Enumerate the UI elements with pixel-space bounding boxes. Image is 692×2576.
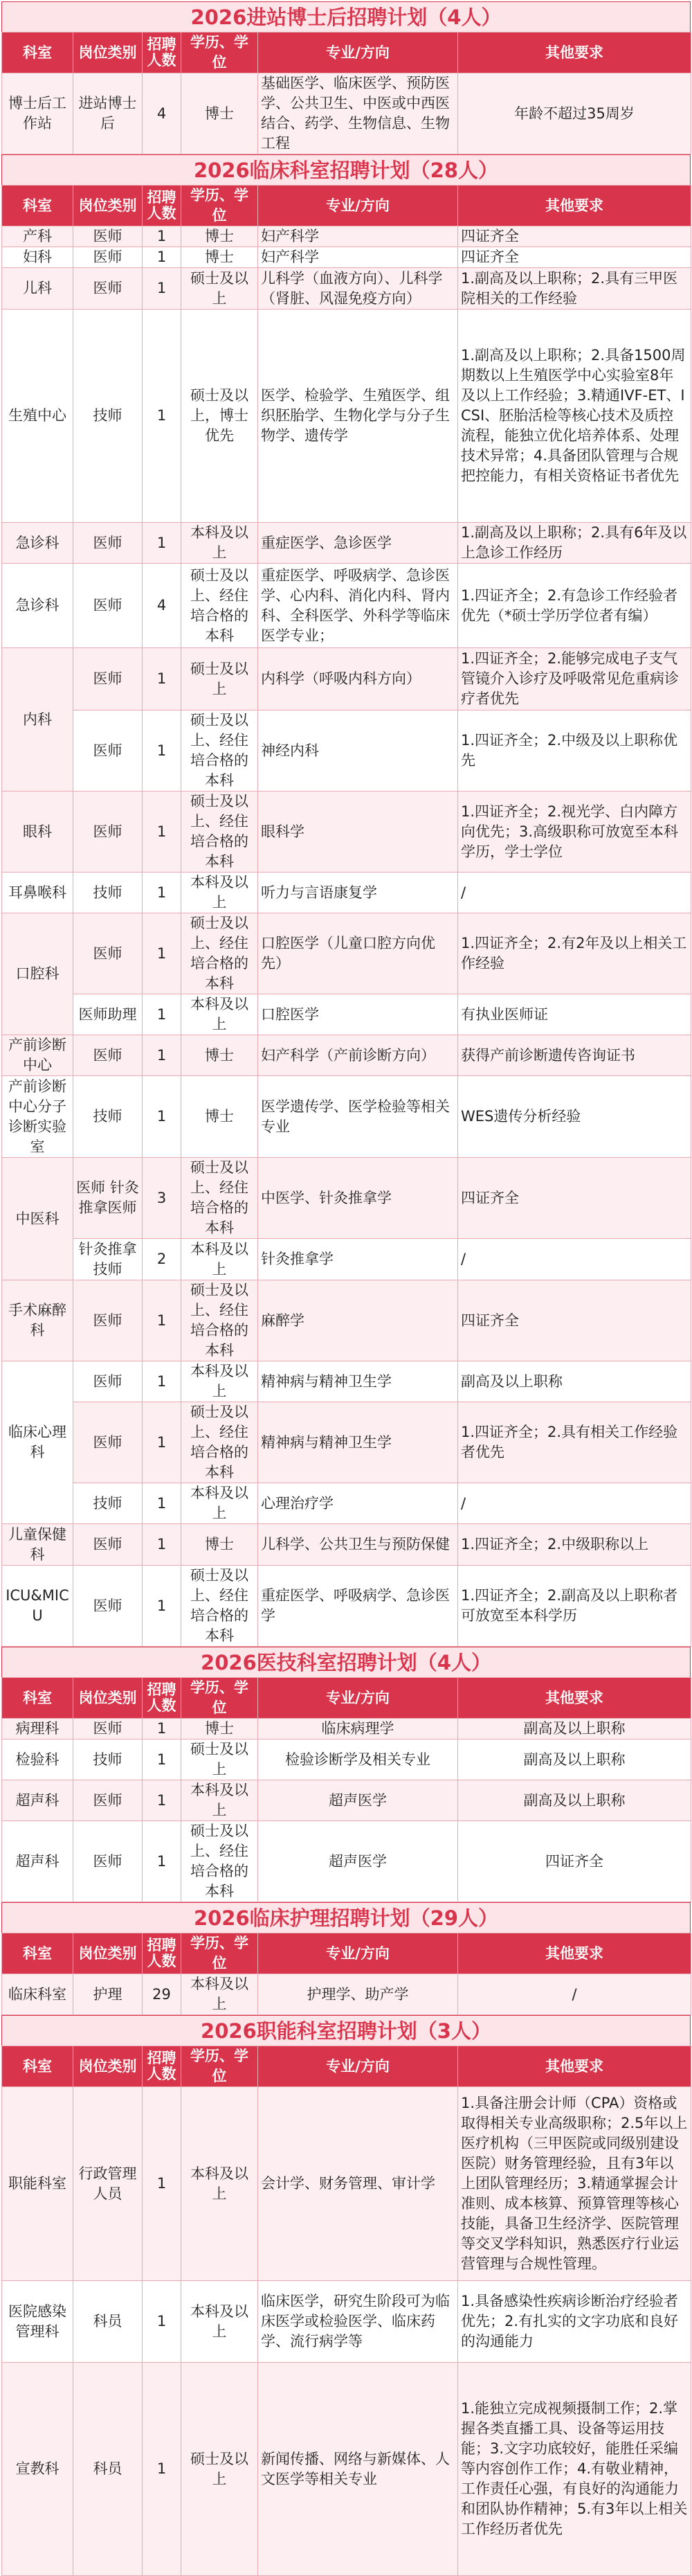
table-cell: 急诊科 bbox=[2, 523, 73, 564]
table-cell: 1 bbox=[143, 1076, 181, 1158]
table-row bbox=[2, 791, 691, 873]
recruitment-table bbox=[1, 32, 691, 154]
table-cell: 1 bbox=[143, 648, 181, 710]
table-cell: 获得产前诊断遗传咨询证书 bbox=[458, 1035, 691, 1076]
table-cell: 博士 bbox=[181, 1719, 258, 1739]
column-header: 其他要求 bbox=[458, 33, 691, 73]
table-cell: 本科及以上 bbox=[181, 1483, 258, 1524]
column-header: 招聘人数 bbox=[143, 186, 181, 226]
table-cell: 1.具备感染性疾病诊断治疗经验者优先；2.有扎实的文字功底和良好的沟通能力 bbox=[458, 2281, 691, 2363]
table-row bbox=[2, 1566, 691, 1647]
section-title: 2026进站博士后招聘计划（4人） bbox=[1, 1, 691, 32]
table-cell: 本科及以上 bbox=[181, 1780, 258, 1821]
table-cell: 1 bbox=[143, 1739, 181, 1780]
table-cell: 1.副高及以上职称；2.具有6年及以上急诊工作经历 bbox=[458, 523, 691, 564]
table-cell: 针灸推拿学 bbox=[258, 1239, 458, 1280]
table-row bbox=[2, 648, 691, 710]
table-cell: ICU&MICU bbox=[2, 1566, 73, 1647]
column-header: 科室 bbox=[2, 33, 73, 73]
column-header: 其他要求 bbox=[458, 2046, 691, 2087]
table-row bbox=[2, 1158, 691, 1239]
table-cell: 1.四证齐全；2.有急诊工作经验者优先（*硕士学历学位者有编） bbox=[458, 564, 691, 648]
table-cell: 精神病与精神卫生学 bbox=[258, 1361, 458, 1402]
section-title: 2026职能科室招聘计划（3人） bbox=[1, 2015, 691, 2046]
table-cell: 1.四证齐全；2.能够完成电子支气管镜介入诊疗及呼吸常见危重病诊疗者优先 bbox=[458, 648, 691, 710]
section-title: 2026临床护理招聘计划（29人） bbox=[1, 1902, 691, 1933]
table-cell: 口腔科 bbox=[2, 913, 73, 1035]
table-cell: 硕士及以上、经住培合格的本科 bbox=[181, 913, 258, 994]
table-cell: 1.具备注册会计师（CPA）资格或取得相关专业高级职称；2.5年以上医疗机构（三甲医院或同级别建设医院）财务管理经验，且有3年以上团队管理经历；3.精通掌握会计准则、成本核算、预算管理等核心技能，具备卫生经济学、医院管理等交叉学科知识，熟悉医疗行业运营管理与合规性管理。 bbox=[458, 2087, 691, 2281]
table-cell: / bbox=[458, 1483, 691, 1524]
table-cell: 口腔医学（儿童口腔方向优先） bbox=[258, 913, 458, 994]
table-cell: 博士 bbox=[181, 1076, 258, 1158]
table-cell: 博士 bbox=[181, 73, 258, 154]
table-row bbox=[2, 247, 691, 268]
table-cell: 职能科室 bbox=[2, 2087, 73, 2281]
recruitment-table bbox=[1, 185, 691, 1647]
table-cell: 博士 bbox=[181, 1524, 258, 1566]
column-header: 其他要求 bbox=[458, 1678, 691, 1719]
table-cell: 1.四证齐全；2.具有相关工作经验者优先 bbox=[458, 1402, 691, 1483]
table-cell: 医师 bbox=[73, 791, 143, 873]
table-cell: 医院感染管理科 bbox=[2, 2281, 73, 2363]
table-cell: 本科及以上 bbox=[181, 2087, 258, 2281]
table-cell: 技师 bbox=[73, 873, 143, 913]
table-cell: 技师 bbox=[73, 1076, 143, 1158]
table-cell: 1 bbox=[143, 1524, 181, 1566]
table-row bbox=[2, 523, 691, 564]
table-cell: 本科及以上 bbox=[181, 2281, 258, 2363]
table-cell: 本科及以上 bbox=[181, 994, 258, 1035]
table-cell: 护理 bbox=[73, 1974, 143, 2015]
table-cell: 1 bbox=[143, 2087, 181, 2281]
table-cell: 医师 bbox=[73, 1821, 143, 1902]
table-cell: 医师 bbox=[73, 1780, 143, 1821]
table-cell: 2 bbox=[143, 1239, 181, 1280]
table-cell: 1 bbox=[143, 1566, 181, 1647]
table-cell: 技师 bbox=[73, 1739, 143, 1780]
table-cell: 超声科 bbox=[2, 1780, 73, 1821]
table-cell: 本科及以上 bbox=[181, 1974, 258, 2015]
table-cell: 科员 bbox=[73, 2281, 143, 2363]
table-cell: 妇产科学 bbox=[258, 226, 458, 247]
table-cell: 硕士及以上、经住培合格的本科 bbox=[181, 791, 258, 873]
column-header: 科室 bbox=[2, 186, 73, 226]
table-row bbox=[2, 564, 691, 648]
table-cell: 1 bbox=[143, 873, 181, 913]
column-header: 其他要求 bbox=[458, 186, 691, 226]
table-row bbox=[2, 1780, 691, 1821]
table-cell: 副高及以上职称 bbox=[458, 1361, 691, 1402]
table-cell: 医师 bbox=[73, 226, 143, 247]
table-cell: 眼科学 bbox=[258, 791, 458, 873]
table-cell: 中医科 bbox=[2, 1158, 73, 1280]
table-row bbox=[2, 1402, 691, 1483]
column-header: 岗位类别 bbox=[73, 2046, 143, 2087]
table-row bbox=[2, 1035, 691, 1076]
table-cell: 4 bbox=[143, 564, 181, 648]
table-cell: 硕士及以上、经住培合格的本科 bbox=[181, 1158, 258, 1239]
table-cell: 1 bbox=[143, 913, 181, 994]
table-cell: 医师 针灸推拿医师 bbox=[73, 1158, 143, 1239]
column-header: 专业/方向 bbox=[258, 33, 458, 73]
table-cell: 硕士及以上 bbox=[181, 1739, 258, 1780]
column-header: 招聘人数 bbox=[143, 33, 181, 73]
table-row bbox=[2, 873, 691, 913]
column-header: 招聘人数 bbox=[143, 1678, 181, 1719]
table-row bbox=[2, 1483, 691, 1524]
table-cell: 医师 bbox=[73, 268, 143, 310]
table-cell: 医师 bbox=[73, 1280, 143, 1361]
column-header: 学历、学位 bbox=[181, 186, 258, 226]
table-row bbox=[2, 913, 691, 994]
table-cell: 医师 bbox=[73, 648, 143, 710]
table-cell: 技师 bbox=[73, 310, 143, 523]
recruitment-section bbox=[1, 2015, 691, 2576]
section-title: 2026医技科室招聘计划（4人） bbox=[1, 1647, 691, 1677]
table-cell: 1.四证齐全；2.中级及以上职称优先 bbox=[458, 710, 691, 791]
table-cell: 副高及以上职称 bbox=[458, 1739, 691, 1780]
table-row bbox=[2, 226, 691, 247]
table-row bbox=[2, 1239, 691, 1280]
table-cell: 副高及以上职称 bbox=[458, 1719, 691, 1739]
table-cell: 心理治疗学 bbox=[258, 1483, 458, 1524]
table-cell: 儿科学、公共卫生与预防保健 bbox=[258, 1524, 458, 1566]
table-cell: 麻醉学 bbox=[258, 1280, 458, 1361]
table-cell: 四证齐全 bbox=[458, 247, 691, 268]
table-cell: 医师 bbox=[73, 913, 143, 994]
table-row bbox=[2, 1974, 691, 2015]
table-row bbox=[2, 268, 691, 310]
column-header: 学历、学位 bbox=[181, 1933, 258, 1974]
recruitment-table bbox=[1, 1933, 691, 2015]
table-cell: 神经内科 bbox=[258, 710, 458, 791]
table-cell: 重症医学、呼吸病学、急诊医学、心内科、消化内科、肾内科、全科医学、外科学等临床医学专业； bbox=[258, 564, 458, 648]
table-cell: 儿科学（血液方向）、儿科学（肾脏、风湿免疫方向） bbox=[258, 268, 458, 310]
table-cell: 超声医学 bbox=[258, 1821, 458, 1902]
table-cell: 硕士及以上 bbox=[181, 2363, 258, 2576]
table-cell: 耳鼻喉科 bbox=[2, 873, 73, 913]
table-cell: 医学遗传学、医学检验等相关专业 bbox=[258, 1076, 458, 1158]
recruitment-section bbox=[1, 1, 691, 154]
table-row bbox=[2, 1719, 691, 1739]
table-row bbox=[2, 2087, 691, 2281]
table-cell: 儿科 bbox=[2, 268, 73, 310]
table-cell: 医师 bbox=[73, 247, 143, 268]
table-cell: 年龄不超过35周岁 bbox=[458, 73, 691, 154]
table-cell: 超声科 bbox=[2, 1821, 73, 1902]
table-cell: 眼科 bbox=[2, 791, 73, 873]
recruitment-section bbox=[1, 1647, 691, 1902]
table-cell: 本科及以上 bbox=[181, 873, 258, 913]
table-cell: 医师 bbox=[73, 523, 143, 564]
recruitment-section bbox=[1, 1902, 691, 2015]
table-cell: 副高及以上职称 bbox=[458, 1780, 691, 1821]
table-row bbox=[2, 994, 691, 1035]
table-cell: 医师 bbox=[73, 1719, 143, 1739]
table-cell: 1 bbox=[143, 310, 181, 523]
table-cell: 四证齐全 bbox=[458, 1821, 691, 1902]
table-cell: 1 bbox=[143, 994, 181, 1035]
table-cell: 临床医学，研究生阶段可为临床医学或检验医学、临床药学、流行病学等 bbox=[258, 2281, 458, 2363]
table-cell: 1 bbox=[143, 523, 181, 564]
table-cell: 内科 bbox=[2, 648, 73, 791]
table-cell: 针灸推拿技师 bbox=[73, 1239, 143, 1280]
table-cell: 医师助理 bbox=[73, 994, 143, 1035]
table-cell: 妇产科学 bbox=[258, 247, 458, 268]
table-cell: 超声医学 bbox=[258, 1780, 458, 1821]
table-cell: / bbox=[458, 873, 691, 913]
table-cell: / bbox=[458, 1239, 691, 1280]
table-cell: 临床科室 bbox=[2, 1974, 73, 2015]
table-cell: 检验科 bbox=[2, 1739, 73, 1780]
table-cell: 1 bbox=[143, 1361, 181, 1402]
column-header: 岗位类别 bbox=[73, 33, 143, 73]
table-cell: 检验诊断学及相关专业 bbox=[258, 1739, 458, 1780]
table-cell: 护理学、助产学 bbox=[258, 1974, 458, 2015]
table-row bbox=[2, 710, 691, 791]
table-cell: 硕士及以上、经住培合格的本科 bbox=[181, 1821, 258, 1902]
table-cell: 医师 bbox=[73, 1402, 143, 1483]
table-row bbox=[2, 1361, 691, 1402]
table-cell: 1 bbox=[143, 226, 181, 247]
table-cell: 1.四证齐全；2.中级职称以上 bbox=[458, 1524, 691, 1566]
recruitment-section bbox=[1, 154, 691, 1647]
table-cell: 1.能独立完成视频摄制工作；2.掌握各类直播工具、设备等运用技能；3.文字功底较好，能胜任采编等内容创作工作；4.有敬业精神，工作责任心强，有良好的沟通能力和团队协作精神；5.有3年以上相关工作经历者优先 bbox=[458, 2363, 691, 2576]
column-header: 学历、学位 bbox=[181, 1678, 258, 1719]
column-header: 招聘人数 bbox=[143, 1933, 181, 1974]
table-row bbox=[2, 310, 691, 523]
table-cell: 1 bbox=[143, 1035, 181, 1076]
table-cell: 基础医学、临床医学、预防医学、公共卫生、中医或中西医结合、药学、生物信息、生物工程 bbox=[258, 73, 458, 154]
table-cell: 生殖中心 bbox=[2, 310, 73, 523]
table-cell: 29 bbox=[143, 1974, 181, 2015]
table-cell: 医师 bbox=[73, 1035, 143, 1076]
table-cell: 1 bbox=[143, 1719, 181, 1739]
table-cell: 1 bbox=[143, 268, 181, 310]
table-cell: 病理科 bbox=[2, 1719, 73, 1739]
table-cell: 1 bbox=[143, 2281, 181, 2363]
table-cell: 本科及以上 bbox=[181, 1361, 258, 1402]
table-cell: 产科 bbox=[2, 226, 73, 247]
table-cell: 硕士及以上、经住培合格的本科 bbox=[181, 710, 258, 791]
table-cell: 硕士及以上、经住培合格的本科 bbox=[181, 1566, 258, 1647]
table-cell: 妇产科学（产前诊断方向） bbox=[258, 1035, 458, 1076]
table-cell: 行政管理人员 bbox=[73, 2087, 143, 2281]
table-row bbox=[2, 2281, 691, 2363]
column-header: 招聘人数 bbox=[143, 2046, 181, 2087]
table-cell: 硕士及以上、经住培合格的本科 bbox=[181, 1402, 258, 1483]
column-header: 学历、学位 bbox=[181, 2046, 258, 2087]
table-cell: 临床病理学 bbox=[258, 1719, 458, 1739]
table-cell: 硕士及以上，博士优先 bbox=[181, 310, 258, 523]
table-cell: 产前诊断中心 bbox=[2, 1035, 73, 1076]
table-cell: 1.四证齐全；2.视光学、白内障方向优先；3.高级职称可放宽至本科学历，学士学位 bbox=[458, 791, 691, 873]
table-row bbox=[2, 1524, 691, 1566]
column-header: 其他要求 bbox=[458, 1933, 691, 1974]
table-cell: 医师 bbox=[73, 1566, 143, 1647]
column-header: 科室 bbox=[2, 2046, 73, 2087]
table-cell: 进站博士后 bbox=[73, 73, 143, 154]
table-cell: 急诊科 bbox=[2, 564, 73, 648]
table-cell: 科员 bbox=[73, 2363, 143, 2576]
table-cell: 硕士及以上 bbox=[181, 268, 258, 310]
table-cell: 博士 bbox=[181, 247, 258, 268]
table-cell: 口腔医学 bbox=[258, 994, 458, 1035]
column-header: 岗位类别 bbox=[73, 186, 143, 226]
table-row bbox=[2, 1821, 691, 1902]
table-cell: 博士后工作站 bbox=[2, 73, 73, 154]
table-cell: 博士 bbox=[181, 226, 258, 247]
table-cell: 1 bbox=[143, 2363, 181, 2576]
table-cell: 内科学（呼吸内科方向） bbox=[258, 648, 458, 710]
table-row bbox=[2, 2363, 691, 2576]
table-cell: 妇科 bbox=[2, 247, 73, 268]
table-cell: 1.副高及以上职称；2.具备1500周期数以上生殖医学中心实验室8年及以上工作经验；3.精通IVF-ET、ICSI、胚胎活检等核心技术及质控流程，能独立优化培养体系、处理技术异常；4.具备团队管理与合规把控能力，有相关资格证书者优先 bbox=[458, 310, 691, 523]
table-cell: 四证齐全 bbox=[458, 1158, 691, 1239]
table-cell: 1 bbox=[143, 791, 181, 873]
table-cell: 产前诊断中心分子诊断实验室 bbox=[2, 1076, 73, 1158]
table-cell: 1 bbox=[143, 1483, 181, 1524]
table-cell: 四证齐全 bbox=[458, 1280, 691, 1361]
column-header: 科室 bbox=[2, 1678, 73, 1719]
table-cell: 手术麻醉科 bbox=[2, 1280, 73, 1361]
table-cell: 硕士及以上 bbox=[181, 648, 258, 710]
column-header: 科室 bbox=[2, 1933, 73, 1974]
table-cell: 1.副高及以上职称；2.具有三甲医院相关的工作经验 bbox=[458, 268, 691, 310]
table-cell: 1 bbox=[143, 1280, 181, 1361]
table-cell: / bbox=[458, 1974, 691, 2015]
table-row bbox=[2, 1076, 691, 1158]
table-cell: 1 bbox=[143, 247, 181, 268]
table-cell: 医师 bbox=[73, 1361, 143, 1402]
table-cell: 重症医学、呼吸病学、急诊医学 bbox=[258, 1566, 458, 1647]
table-cell: 1 bbox=[143, 1821, 181, 1902]
table-cell: 技师 bbox=[73, 1483, 143, 1524]
table-cell: 4 bbox=[143, 73, 181, 154]
table-cell: 1 bbox=[143, 710, 181, 791]
recruitment-table bbox=[1, 2046, 691, 2576]
table-cell: 医学、检验学、生殖医学、组织胚胎学、生物化学与分子生物学、遗传学 bbox=[258, 310, 458, 523]
column-header: 岗位类别 bbox=[73, 1933, 143, 1974]
column-header: 岗位类别 bbox=[73, 1678, 143, 1719]
table-cell: 儿童保健科 bbox=[2, 1524, 73, 1566]
table-cell: 医师 bbox=[73, 710, 143, 791]
table-cell: 医师 bbox=[73, 1524, 143, 1566]
table-cell: 1.四证齐全；2.副高及以上职称者可放宽至本科学历 bbox=[458, 1566, 691, 1647]
table-row bbox=[2, 1739, 691, 1780]
table-cell: 博士 bbox=[181, 1035, 258, 1076]
table-cell: 硕士及以上、经住培合格的本科 bbox=[181, 1280, 258, 1361]
table-row bbox=[2, 1280, 691, 1361]
column-header: 专业/方向 bbox=[258, 1678, 458, 1719]
column-header: 学历、学位 bbox=[181, 33, 258, 73]
table-cell: 1 bbox=[143, 1402, 181, 1483]
table-cell: 本科及以上 bbox=[181, 523, 258, 564]
table-cell: 重症医学、急诊医学 bbox=[258, 523, 458, 564]
column-header: 专业/方向 bbox=[258, 186, 458, 226]
recruitment-table bbox=[1, 1677, 691, 1902]
column-header: 专业/方向 bbox=[258, 2046, 458, 2087]
table-cell: 1 bbox=[143, 1780, 181, 1821]
table-row bbox=[2, 73, 691, 154]
table-cell: WES遗传分析经验 bbox=[458, 1076, 691, 1158]
table-cell: 听力与言语康复学 bbox=[258, 873, 458, 913]
table-cell: 本科及以上 bbox=[181, 1239, 258, 1280]
table-cell: 新闻传播、网络与新媒体、人文医学等相关专业 bbox=[258, 2363, 458, 2576]
table-cell: 精神病与精神卫生学 bbox=[258, 1402, 458, 1483]
table-cell: 硕士及以上、经住培合格的本科 bbox=[181, 564, 258, 648]
table-cell: 医师 bbox=[73, 564, 143, 648]
table-cell: 有执业医师证 bbox=[458, 994, 691, 1035]
table-cell: 会计学、财务管理、审计学 bbox=[258, 2087, 458, 2281]
column-header: 专业/方向 bbox=[258, 1933, 458, 1974]
table-cell: 1.四证齐全；2.有2年及以上相关工作经验 bbox=[458, 913, 691, 994]
table-cell: 四证齐全 bbox=[458, 226, 691, 247]
table-cell: 临床心理科 bbox=[2, 1361, 73, 1524]
section-title: 2026临床科室招聘计划（28人） bbox=[1, 154, 691, 185]
table-cell: 中医学、针灸推拿学 bbox=[258, 1158, 458, 1239]
table-cell: 宣教科 bbox=[2, 2363, 73, 2576]
table-cell: 3 bbox=[143, 1158, 181, 1239]
